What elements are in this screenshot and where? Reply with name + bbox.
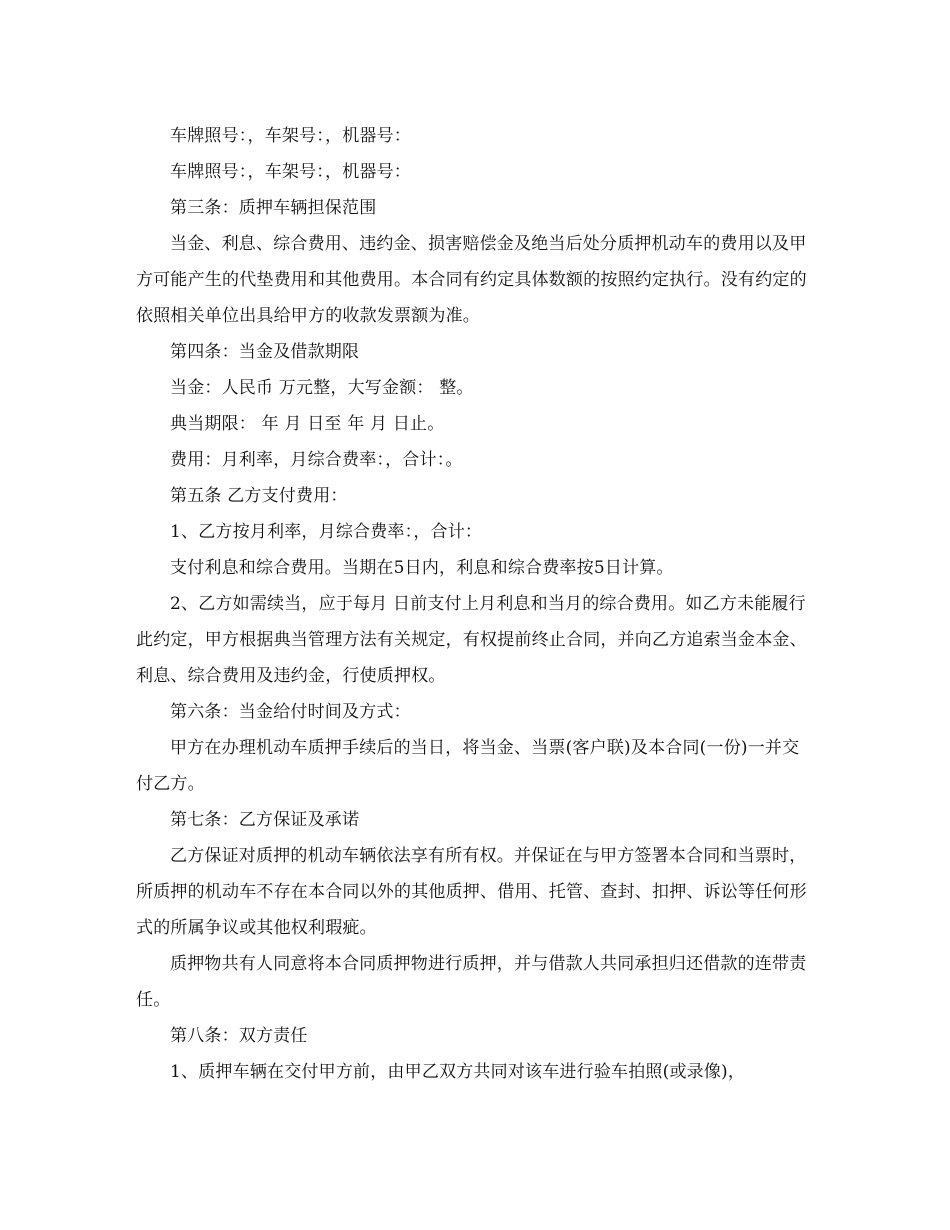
article-7-body-1: 乙方保证对质押的机动车辆依法享有所有权。并保证在与甲方签署本合同和当票时，所质押的机动车不存在本合同以外的其他质押、借用、托管、查封、扣押、诉讼等任何形式的所属争议或其他权利瑕疵。 (136, 846, 807, 938)
article-5-item-1-detail: 支付利息和综合费用。当期在5日内，利息和综合费率按5日计算。 (170, 558, 674, 578)
article-6-heading: 第六条：当金给付时间及方式： (170, 702, 411, 722)
article-5-item-1: 1、乙方按月利率，月综合费率：，合计： (170, 522, 483, 542)
article-5-heading: 第五条 乙方支付费用： (170, 486, 348, 506)
article-8-item-1: 1、质押车辆在交付甲方前，由甲乙双方共同对该车进行验车拍照(或录像)， (170, 1062, 746, 1082)
article-3-heading: 第三条：质押车辆担保范围 (170, 198, 377, 218)
article-8-heading: 第八条：双方责任 (170, 1026, 308, 1046)
vehicle-info-line-2: 车牌照号：，车架号：，机器号： (170, 162, 411, 182)
vehicle-info-line-1: 车牌照号：，车架号：，机器号： (170, 126, 411, 146)
document-body (136, 118, 816, 1090)
loan-amount-line: 当金：人民币 万元整，大写金额： 整。 (170, 378, 474, 398)
article-7-body-2: 质押物共有人同意将本合同质押物进行质押，并与借款人共同承担归还借款的连带责任。 (136, 954, 807, 1010)
pawn-term-line: 典当期限： 年 月 日至 年 月 日止。 (170, 414, 445, 434)
article-7-heading: 第七条：乙方保证及承诺 (170, 810, 360, 830)
article-5-item-2: 2、乙方如需续当，应于每月 日前支付上月利息和当月的综合费用。如乙方未能履行此约定，甲方根据典当管理方法有关规定，有权提前终止合同，并向乙方追索当金本金、利息、综合费用及违约金，行使质押权。 (136, 594, 807, 686)
article-6-body: 甲方在办理机动车质押手续后的当日，将当金、当票(客户联)及本合同(一份)一并交付乙方。 (136, 738, 800, 794)
fees-line: 费用：月利率，月综合费率：，合计：。 (170, 450, 463, 470)
article-4-heading: 第四条：当金及借款期限 (170, 342, 360, 362)
article-3-body: 当金、利息、综合费用、违约金、损害赔偿金及绝当后处分质押机动车的费用以及甲方可能产生的代垫费用和其他费用。本合同有约定具体数额的按照约定执行。没有约定的依照相关单位出具给甲方的收款发票额为准。 (136, 234, 807, 326)
